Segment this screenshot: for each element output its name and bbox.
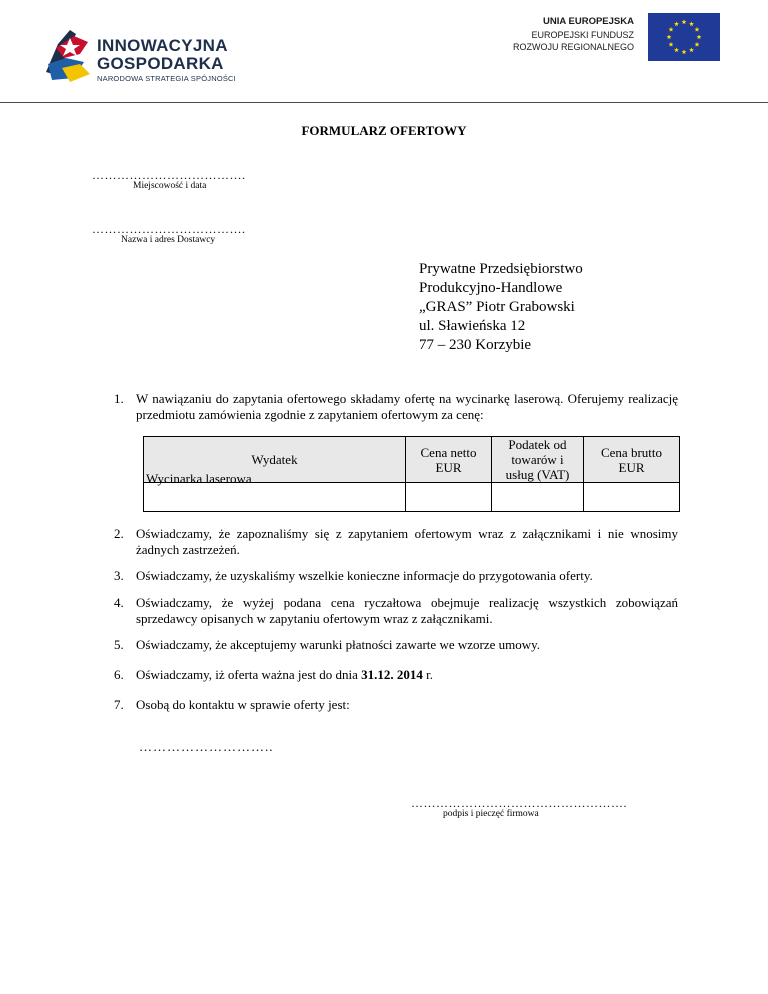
ig-logo-line2: GOSPODARKA [97, 54, 224, 73]
list-item [114, 667, 678, 685]
item-text: W nawiązaniu do zapytania ofertowego składamy ofertę na wycinarkę laserową. Oferujemy realizację przedmiotu zamówienia zgodnie z zapytaniem ofertowym za cenę: [136, 391, 678, 422]
recipient-line: Produkcyjno-Handlowe [419, 280, 563, 296]
table-row [144, 483, 680, 512]
offer-table [143, 436, 680, 512]
eu-logo-line2: EUROPEJSKI FUNDUSZ [531, 30, 634, 40]
item-number: 7. [114, 697, 124, 712]
recipient-line: Prywatne Przedsiębiorstwo [419, 261, 583, 277]
item-text: Osobą do kontaktu w sprawie oferty jest: [136, 697, 350, 712]
list-item [114, 697, 678, 715]
list-item [114, 568, 678, 586]
item-number: 3. [114, 568, 124, 583]
validity-date: 31.12. 2014 [361, 667, 423, 682]
list-item [114, 595, 678, 629]
list-item [114, 391, 678, 425]
list-item [114, 637, 678, 655]
place-date-label: Miejscowość i data [133, 181, 207, 191]
table-cell-net[interactable] [406, 483, 492, 512]
signature-dots: ……………………………………………. [411, 796, 627, 810]
table-cell-vat[interactable] [492, 483, 584, 512]
table-cell-gross[interactable] [584, 483, 680, 512]
eu-logo-line3: ROZWOJU REGIONALNEGO [512, 42, 634, 52]
recipient-line: ul. Sławieńska 12 [419, 318, 526, 334]
item-text: Oświadczamy, że uzyskaliśmy wszelkie konieczne informacje do przygotowania oferty. [136, 568, 593, 583]
table-header: Cena brutto EUR [584, 437, 680, 483]
eu-flag-icon [648, 13, 720, 61]
ig-logo-line3: NARODOWA STRATEGIA SPÓJNOŚCI [97, 74, 236, 83]
signature-label: podpis i pieczęć firmowa [443, 809, 539, 819]
place-date-dots: ………………………………. [92, 168, 246, 182]
recipient-address [419, 260, 583, 355]
item-number: 5. [114, 637, 124, 652]
item-text: Oświadczamy, że akceptujemy warunki płatności zawarte we wzorze umowy. [136, 637, 541, 652]
list-item [114, 526, 678, 560]
item-text: Oświadczamy, iż oferta ważna jest do dnia 31.12. 2014 r. [136, 667, 433, 682]
item-number: 2. [114, 526, 124, 541]
form-title: FORMULARZ OFERTOWY [301, 123, 467, 138]
table-header: Cena netto EUR [406, 437, 492, 483]
table-cell-label: Wycinarka laserowa [144, 483, 406, 512]
item-number: 4. [114, 595, 124, 610]
table-header: Podatek od towarów i usług (VAT) [492, 437, 584, 483]
supplier-label: Nazwa i adres Dostawcy [121, 235, 216, 245]
ig-logo-line1: INNOWACYJNA [97, 36, 228, 55]
contact-dots: ……………………….. [139, 739, 274, 754]
recipient-line: 77 – 230 Korzybie [419, 337, 532, 353]
eu-logo-line1: UNIA EUROPEJSKA [543, 16, 634, 27]
item-text: Oświadczamy, że zapoznaliśmy się z zapytaniem ofertowym wraz z załącznikami i nie wnosimy żadnych zastrzeżeń. [136, 526, 678, 557]
table-header: Wydatek [144, 437, 406, 483]
item-number: 1. [114, 391, 124, 406]
item-text: Oświadczamy, że wyżej podana cena ryczałtowa obejmuje realizację wszystkich zobowiązań sprzedawcy opisanych w zapytaniu ofertowym wraz z załącznikami. [136, 595, 678, 626]
recipient-line: „GRAS” Piotr Grabowski [419, 299, 575, 315]
header-divider [0, 102, 768, 103]
supplier-dots: ………………………………. [92, 222, 246, 236]
item-number: 6. [114, 667, 124, 682]
